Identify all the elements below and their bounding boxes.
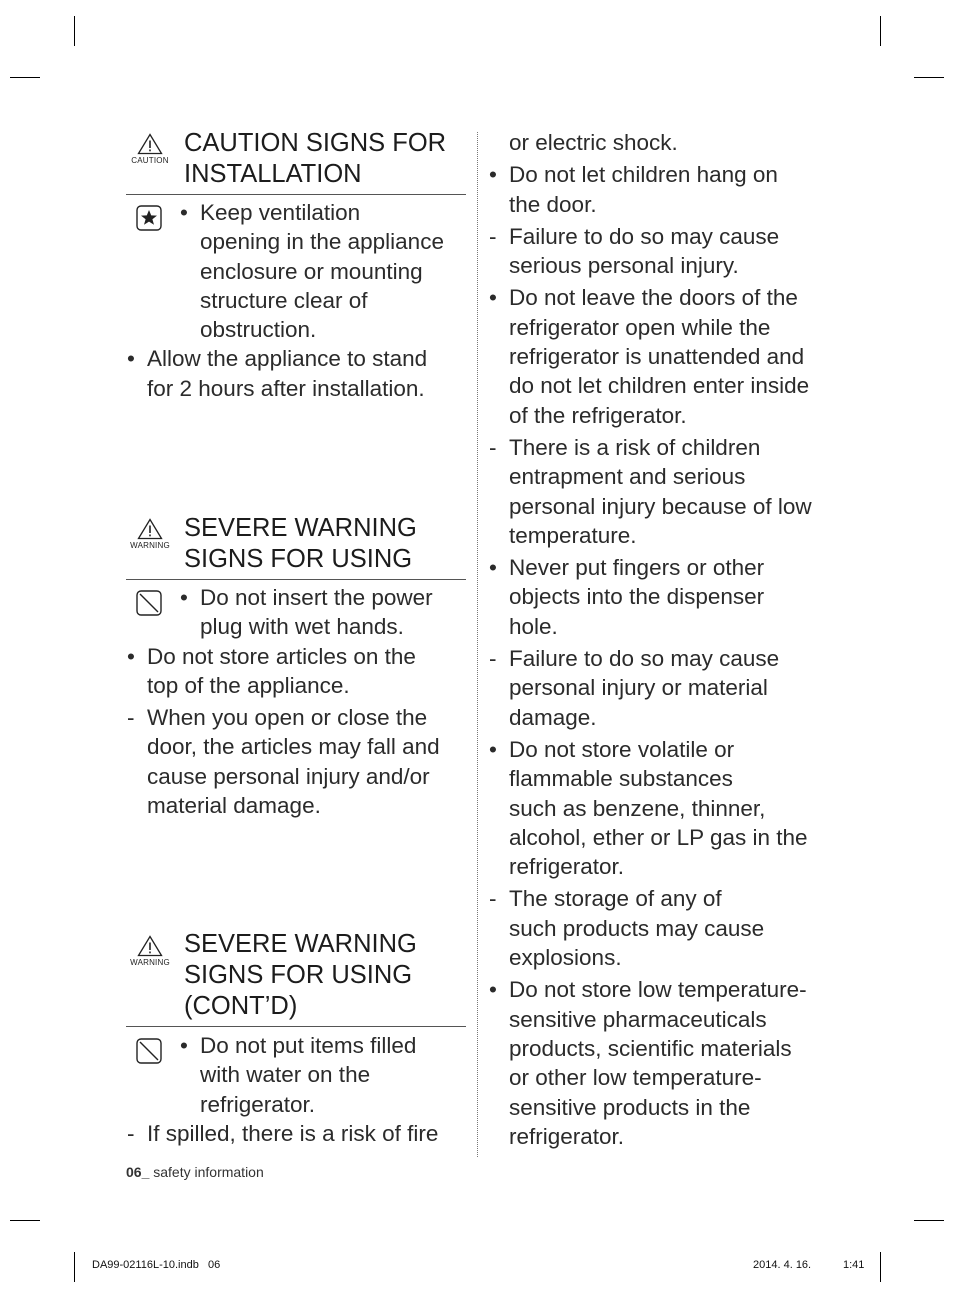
page-number: 06_ [126, 1164, 150, 1180]
print-file-name: DA99-02116L-10.indb 06 [92, 1259, 221, 1271]
list-item: • Never put fingers or other objects into the dispenser hole. [488, 553, 833, 641]
list-item: or electric shock. [509, 130, 678, 155]
list-item: - Failure to do so may cause personal injury or material damage. [488, 644, 833, 732]
sign-label: WARNING [130, 958, 170, 967]
list-item: • Allow the appliance to stand for 2 hours after installation. [126, 344, 466, 403]
list-item: • Do not put items filled with water on the refrigerator. [126, 1031, 466, 1119]
list-item: - If spilled, there is a risk of fire [126, 1119, 466, 1148]
crop-mark [10, 1220, 40, 1221]
column-divider [477, 132, 478, 1157]
print-date: 2014. 4. 16. [753, 1259, 812, 1271]
section-title: SEVERE WARNING SIGNS FOR USING (CONT’D) [184, 930, 417, 1020]
crop-mark [10, 77, 40, 78]
list-item: • Do not let children hang on the door. [488, 160, 833, 219]
section-body [126, 583, 466, 820]
list-item: - Failure to do so may cause serious personal injury. [488, 222, 833, 281]
section-title: CAUTION SIGNS FOR INSTALLATION [184, 129, 447, 188]
print-time: 1:41 [843, 1259, 865, 1271]
section-heading [126, 929, 466, 1027]
section-heading [126, 128, 466, 195]
list-item: - When you open or close the door, the articles may fall and cause personal injury and/or material damage. [126, 703, 466, 820]
list-item: - There is a risk of children entrapment and serious personal injury because of low temperature. [488, 433, 833, 550]
section-body [126, 198, 466, 403]
list-item: • Do not store low temperature- sensitive pharmaceuticals products, scientific materials or other low temperature- sensitive products in the refrigerator. [488, 975, 833, 1151]
list-item: • Do not leave the doors of the refrigerator open while the refrigerator is unattended and do not let children enter inside of the refrigerator. [488, 283, 833, 429]
section-body [488, 128, 833, 1151]
crop-mark [74, 1252, 75, 1282]
footer-section: safety information [153, 1164, 264, 1180]
list-item: • Do not insert the power plug with wet hands. [126, 583, 466, 642]
crop-mark [880, 16, 881, 46]
crop-mark [914, 1220, 944, 1221]
page-footer [126, 1164, 264, 1180]
list-item: • Do not store articles on the top of the appliance. [126, 642, 466, 701]
sign-label: WARNING [130, 541, 170, 550]
crop-mark [914, 77, 944, 78]
crop-mark [74, 16, 75, 46]
list-item: • Keep ventilation opening in the appliance enclosure or mounting structure clear of obstruction. [126, 198, 466, 344]
list-item: - The storage of any of such products may cause explosions. [488, 884, 833, 972]
sign-label: CAUTION [131, 156, 169, 165]
section-body [126, 1031, 466, 1148]
section-heading [126, 513, 466, 580]
section-title: SEVERE WARNING SIGNS FOR USING [184, 514, 417, 573]
crop-mark [880, 1252, 881, 1282]
list-item: • Do not store volatile or flammable substances such as benzene, thinner, alcohol, ether or LP gas in the refrigerator. [488, 735, 833, 881]
